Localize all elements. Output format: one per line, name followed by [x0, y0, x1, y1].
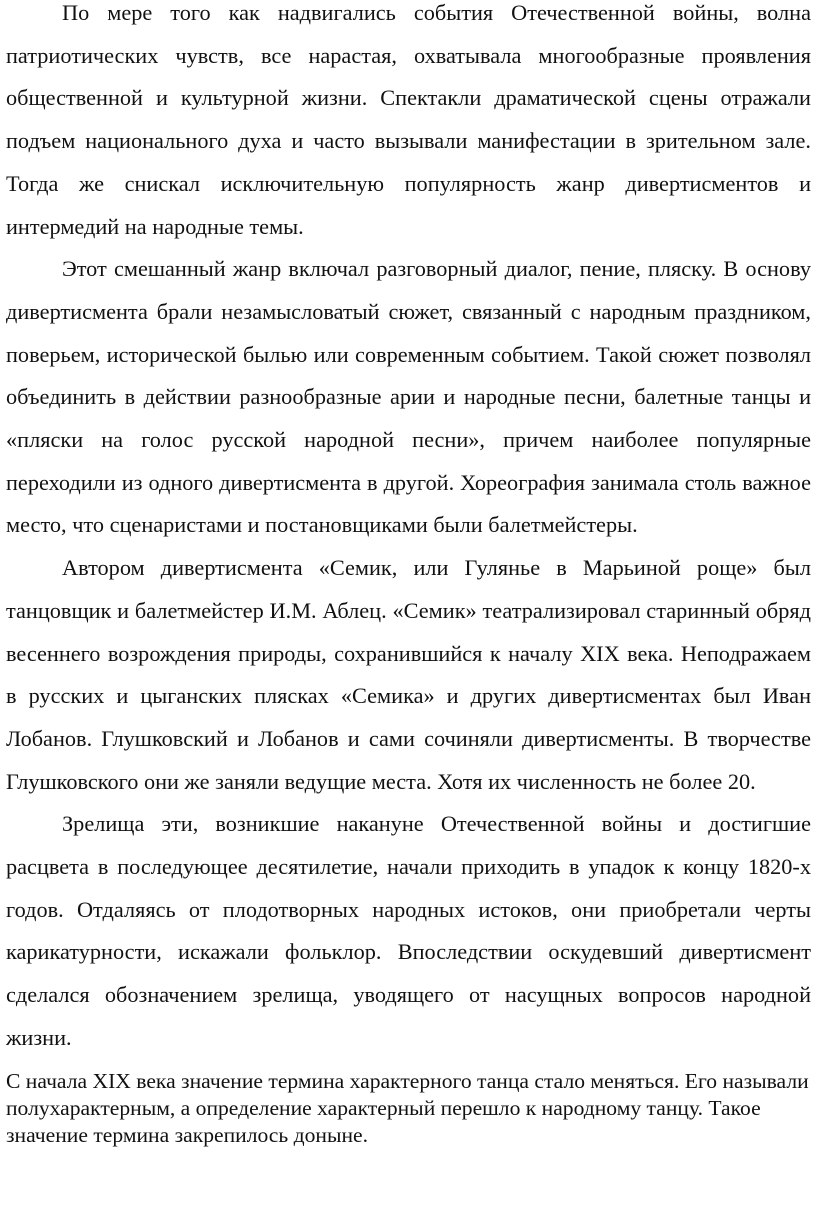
paragraph-semik-divertissement: Автором дивертисмента «Семик, или Гулянье в Марьиной роще» был танцовщик и балетмейстер И.М. Аблец. «Семик» театрализировал старинный обряд весеннего возрождения природы, сохранившийся к началу XIX века. Неподражаем в русских и цыганских плясках «Семика» и других дивертисментах был Иван Лобанов. Глушковский и Лобанов и сами сочиняли дивертисменты. В творчестве Глушковского они же заняли ведущие места. Хотя их численность не более 20. [6, 555, 811, 794]
paragraph-decline-of-spectacles: Зрелища эти, возникшие накануне Отечественной войны и достигшие расцвета в последующее десятилетие, начали приходить в упадок к концу 1820-х годов. Отдаляясь от плодотворных народных истоков, они приобретали черты карикатурности, искажали фольклор. Впоследствии оскудевший дивертисмент сделался обозначением зрелища, уводящего от насущных вопросов народной жизни. [6, 811, 811, 1050]
paragraph-patriotic-feelings: По мере того как надвигались события Отечественной войны, волна патриотических чувств, все нарастая, охватывала многообразные проявления общественной и культурной жизни. Спектакли драматической сцены отражали подъем национального духа и часто вызывали манифестации в зрительном зале. Тогда же снискал исключительную популярность жанр дивертисментов и интермедий на народные темы. [6, 0, 811, 239]
paragraph-mixed-genre: Этот смешанный жанр включал разговорный диалог, пение, пляску. В основу дивертисмента брали незамысловатый сюжет, связанный с народным праздником, поверьем, исторической былью или современным событием. Такой сюжет позволял объединить в действии разнообразные арии и народные песни, балетные танцы и «пляски на голос русской народной песни», причем наиболее популярные переходили из одного дивертисмента в другой. Хореография занимала столь важное место, что сценаристами и постановщиками были балетмейстеры. [6, 256, 811, 538]
paragraph-character-dance-term: С начала XIX века значение термина характерного танца стало меняться. Его называли полухарактерным, а определение характерный перешло к народному танцу. Такое значение термина закрепилось доныне. [6, 1068, 809, 1147]
